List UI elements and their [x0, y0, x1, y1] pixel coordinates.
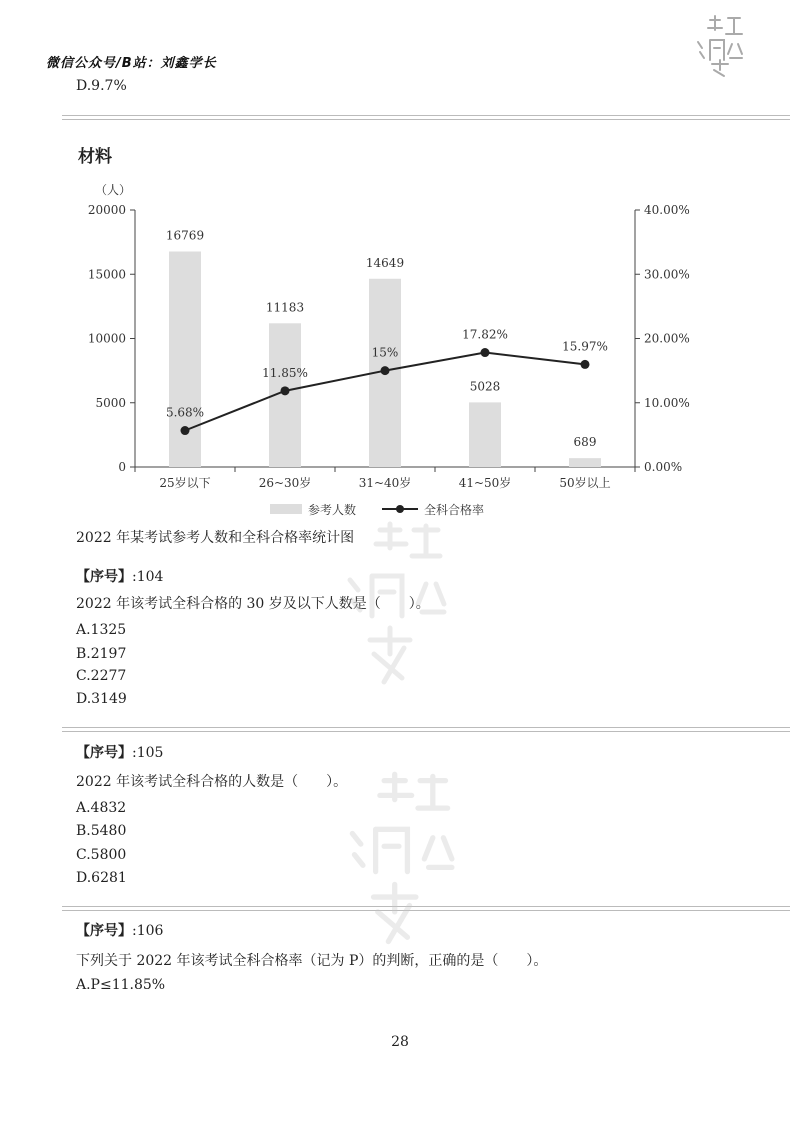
- section-title: 材料: [78, 147, 112, 167]
- question-number: :104: [132, 569, 164, 585]
- watermark-icon: [330, 520, 460, 690]
- question-105-option-c[interactable]: C.5800: [76, 847, 127, 863]
- question-106-header: [76, 920, 163, 940]
- question-104-option-c[interactable]: C.2277: [76, 668, 127, 684]
- question-number-label: 【序号】: [76, 923, 132, 939]
- top-option: D.9.7%: [76, 78, 127, 94]
- question-105-option-b[interactable]: B.5480: [76, 823, 127, 839]
- combo-chart: [70, 170, 730, 530]
- question-number-label: 【序号】: [76, 745, 132, 761]
- y2-tick-label: 40.00%: [644, 203, 690, 217]
- y2-tick-label: 0.00%: [644, 460, 683, 474]
- divider: [62, 115, 790, 120]
- legend-bar-swatch: [270, 504, 302, 514]
- question-number-label: 【序号】: [76, 569, 132, 585]
- question-104-header: [76, 566, 163, 586]
- brand-logo-icon: [688, 8, 758, 78]
- question-105-option-a[interactable]: A.4832: [76, 800, 127, 816]
- bar-data-label: 689: [573, 435, 597, 450]
- question-104-option-a[interactable]: A.1325: [76, 622, 127, 638]
- bar: [469, 402, 501, 467]
- question-106-option-a[interactable]: A.P≤11.85%: [76, 977, 166, 993]
- chart-caption: 2022 年某考试参考人数和全科合格率统计图: [76, 530, 355, 546]
- question-105-stem: 2022 年该考试全科合格的人数是（ ）。: [76, 774, 348, 790]
- line-point: [381, 366, 390, 375]
- line-point: [281, 386, 290, 395]
- x-tick-label: 50岁以上: [559, 476, 611, 490]
- y-axis-label: （人）: [95, 183, 132, 197]
- legend-line-marker: [396, 505, 404, 513]
- y-tick-label: 15000: [87, 267, 126, 282]
- bar: [569, 458, 601, 467]
- header-note: 微信公众号/B站：刘鑫学长: [46, 56, 217, 71]
- legend-line-label: 全科合格率: [424, 503, 485, 517]
- bar-data-label: 11183: [265, 300, 305, 315]
- page-number: 28: [391, 1034, 409, 1050]
- line-data-label: 11.85%: [262, 365, 308, 380]
- question-104-option-d[interactable]: D.3149: [76, 691, 127, 707]
- question-104-stem: 2022 年该考试全科合格的 30 岁及以下人数是（ ）。: [76, 596, 430, 612]
- bar-data-label: 14649: [365, 255, 405, 270]
- y-tick-label: 5000: [95, 395, 126, 410]
- line-point: [481, 348, 490, 357]
- x-tick-label: 25岁以下: [159, 476, 211, 490]
- watermark-icon: [330, 770, 470, 950]
- question-number: :105: [132, 745, 164, 761]
- question-104-option-b[interactable]: B.2197: [76, 646, 127, 662]
- y-tick-label: 0: [118, 460, 126, 474]
- x-tick-label: 31~40岁: [358, 476, 412, 490]
- line-point: [181, 426, 190, 435]
- line-point: [581, 360, 590, 369]
- y2-tick-label: 30.00%: [644, 267, 690, 282]
- question-105-header: [76, 742, 163, 762]
- question-106-stem: 下列关于 2022 年该考试全科合格率（记为 P）的判断，正确的是（ ）。: [76, 953, 548, 969]
- question-number: :106: [132, 923, 164, 939]
- legend-bar-label: 参考人数: [308, 503, 357, 517]
- line-data-label: 17.82%: [462, 327, 508, 342]
- bar-data-label: 5028: [469, 379, 501, 394]
- question-105-option-d[interactable]: D.6281: [76, 870, 127, 886]
- x-tick-label: 41~50岁: [458, 476, 512, 490]
- line-data-label: 15%: [371, 345, 399, 360]
- y2-tick-label: 20.00%: [644, 331, 690, 346]
- line-data-label: 15.97%: [562, 339, 608, 354]
- y2-tick-label: 10.00%: [644, 395, 690, 410]
- x-tick-label: 26~30岁: [258, 476, 312, 490]
- line-data-label: 5.68%: [165, 405, 205, 420]
- bar-data-label: 16769: [165, 228, 205, 243]
- y-tick-label: 20000: [87, 203, 126, 217]
- y-tick-label: 10000: [87, 331, 126, 346]
- divider: [62, 727, 790, 732]
